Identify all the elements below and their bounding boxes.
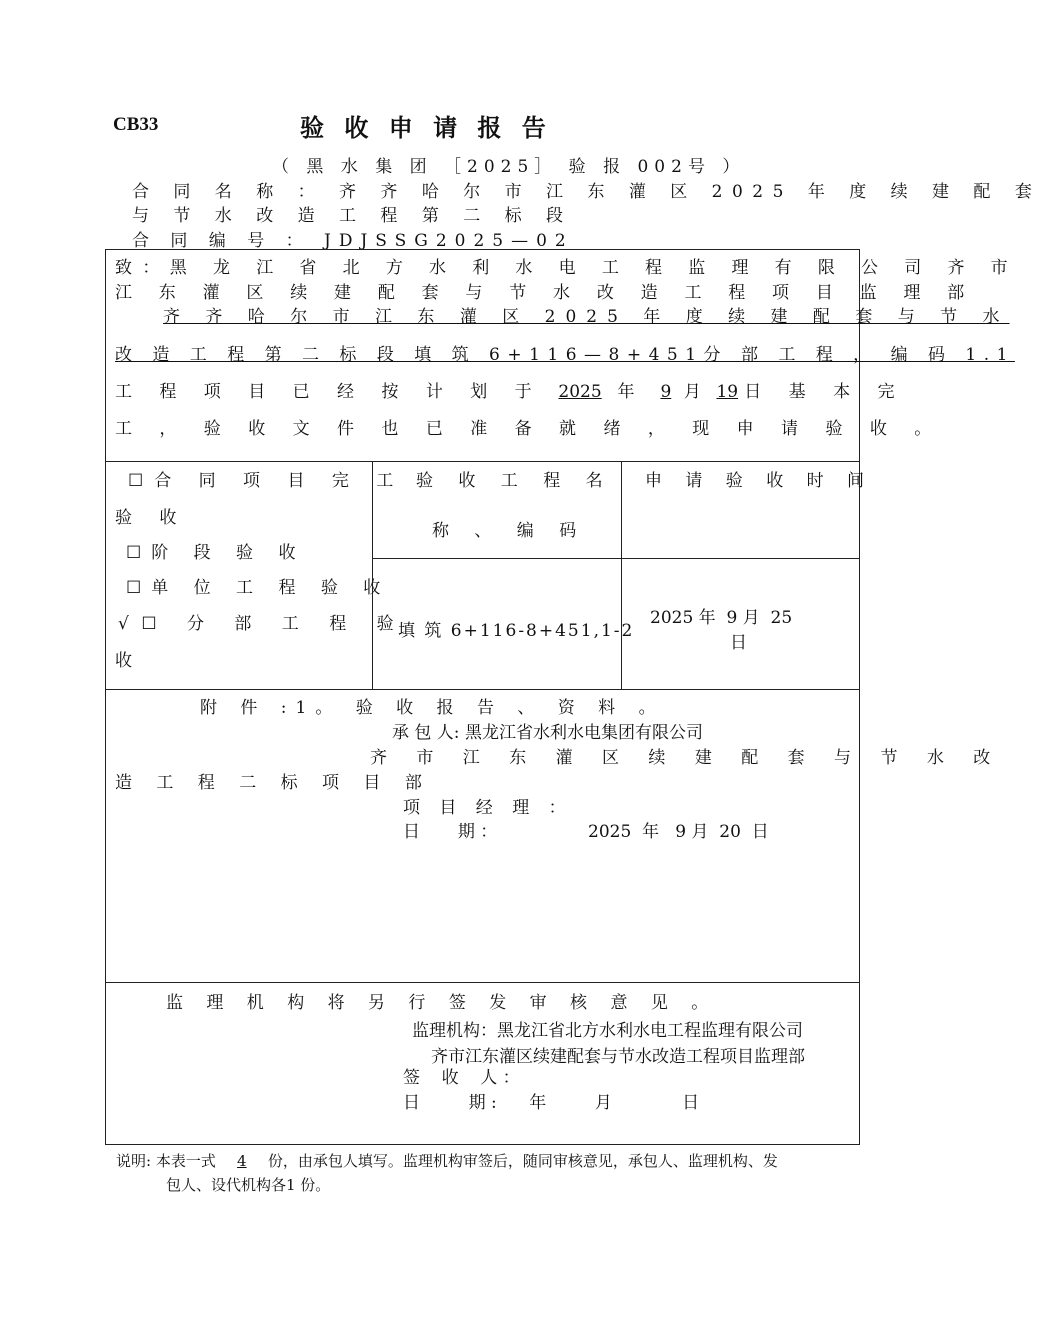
contract-name-line1: 合 同 名 称 ： 齐 齐 哈 尔 市 江 东 灌 区 2025 年 度 续 建 配 套: [132, 182, 1041, 202]
to-line1: 致：黑 龙 江 省 北 方 水 利 水 电 工 程 监 理 有 限 公 司 齐 市: [115, 258, 1019, 278]
doc-number: （ 黑 水 集 团 ［2025］ 验 报 002号 ）: [272, 157, 746, 177]
attachment-note: 附 件 :1。 验 收 报 告 、 资 料 。: [200, 698, 665, 718]
completion-day: 19: [716, 382, 739, 402]
to-line6: 工 ， 验 收 文 件 也 已 准 备 就 绪 ， 现 申 请 验 收 。: [115, 419, 943, 439]
completion-year: 2025: [558, 382, 602, 402]
supervisor-notice: 监 理 机 构 将 另 行 签 发 审 核 意 见 。: [166, 993, 718, 1013]
divider: [105, 689, 860, 690]
apply-date-day: 日: [730, 633, 747, 653]
to-line5: [115, 377, 905, 402]
supervisor-org-line2: 齐市江东灌区续建配套与节水改造工程项目监理部: [431, 1047, 805, 1067]
footer-note-suffix: 份，由承包人填写。监理机构审签后，随同审核意见，承包人、监理机构、发: [267, 1152, 778, 1170]
contract-name-line2: 与 节 水 改 造 工 程 第 二 标 段: [132, 206, 573, 226]
col-project-name-header-cont: 称 、 编 码: [432, 521, 587, 541]
contractor-date-value: 2025 年 9 月 20 日: [588, 822, 769, 842]
check-contract-completion[interactable]: ☐合 同 项 目 完 工: [128, 471, 405, 491]
check-unit-acceptance[interactable]: ☐单 位 工 程 验 收: [126, 578, 391, 598]
supervisor-org-line1: 监理机构：黑龙江省北方水利水电工程监理有限公司: [412, 1021, 803, 1041]
footer-note-prefix: 说明: 本表一式: [116, 1152, 216, 1170]
form-code: CB33: [113, 114, 159, 135]
receiver-label: 签 收 人 ：: [403, 1068, 520, 1088]
check-contract-completion-cont: 验 收: [115, 508, 188, 528]
divider: [105, 982, 860, 983]
project-name-value: 填 筑 6+116-8+451,1-2: [398, 621, 635, 641]
contract-number: 合 同 编 号 ： JDJSSG2025—02: [132, 231, 574, 251]
col-apply-time-header: 申 请 验 收 时 间: [645, 471, 874, 491]
supervisor-date-line: 日 期 : 年 月 日: [403, 1093, 700, 1113]
page-title: 验 收 申 请 报 告: [300, 114, 552, 142]
col-project-name-header: 验 收 工 程 名: [416, 471, 613, 491]
year-unit: 年: [617, 382, 635, 402]
check-subsection-acceptance-cont: 收: [115, 651, 132, 671]
to-line2: 江 东 灌 区 续 建 配 套 与 节 水 改 造 工 程 项 目 监 理 部: [115, 283, 975, 303]
check-subsection-acceptance[interactable]: √☐ 分 部 工 程 验: [118, 614, 407, 634]
month-unit: 月: [683, 382, 701, 402]
contractor-dept-line1: 齐 市 江 东 灌 区 续 建 配 套 与 节 水 改: [370, 748, 1003, 768]
contractor-dept-line2: 造 工 程 二 标 项 目 部: [115, 773, 432, 793]
divider: [105, 461, 860, 462]
divider: [621, 461, 622, 690]
to-line5-suffix: 日 基 本 完: [744, 382, 906, 402]
footer-note-line2: 包人、设代机构各1 份。: [166, 1176, 331, 1194]
apply-date-value: 2025 年 9 月 25: [650, 608, 793, 628]
completion-month: 9: [660, 382, 672, 402]
divider: [372, 558, 860, 559]
check-stage-acceptance[interactable]: ☐阶 段 验 收: [126, 543, 306, 563]
to-line4: 改 造 工 程 第 二 标 段 填 筑 6+116—8+451分 部 工 程 ， 编 码 1.1: [115, 345, 1015, 365]
to-line3: 齐 齐 哈 尔 市 江 东 灌 区 2025 年 度 续 建 配 套 与 节 水: [163, 307, 1010, 327]
copies-count: 4: [237, 1152, 247, 1170]
project-manager-label: 项 目 经 理 ：: [403, 798, 573, 818]
contractor-name: 承 包 人: 黑龙江省水利水电集团有限公司: [392, 723, 703, 743]
contractor-date-label: 日 期 ：: [403, 822, 498, 842]
footer-note: [116, 1150, 778, 1171]
to-line5-prefix: 工 程 项 目 已 经 按 计 划 于: [115, 382, 543, 402]
